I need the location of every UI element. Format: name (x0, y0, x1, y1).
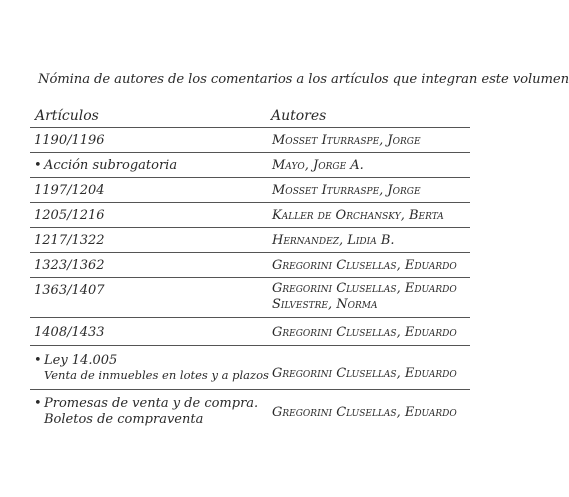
column-header-autores: Autores (271, 108, 327, 124)
table-row-author: Gregorini Clusellas, Eduardo (272, 258, 457, 273)
row-label: Promesas de venta y de compra. (44, 396, 259, 411)
divider (30, 317, 470, 318)
table-row-articles: 1205/1216 (34, 208, 105, 223)
table-row-author-2: Silvestre, Norma (272, 297, 378, 312)
row-label: Acción subrogatoria (44, 158, 178, 173)
table-row-author: Gregorini Clusellas, Eduardo (272, 281, 457, 296)
divider (30, 277, 470, 278)
table-row-author: Gregorini Clusellas, Eduardo (272, 366, 457, 381)
table-row-subtitle: Boletos de compraventa (44, 412, 204, 427)
divider (30, 152, 470, 153)
table-row-author: Hernandez, Lidia B. (272, 233, 395, 248)
divider (30, 202, 470, 203)
divider (30, 127, 470, 128)
caption: Nómina de autores de los comentarios a los artículos que integran este volumen (38, 72, 569, 87)
divider (30, 227, 470, 228)
divider (30, 177, 470, 178)
table-row-articles: 1197/1204 (34, 183, 105, 198)
table-row-articles (34, 396, 258, 411)
table-row-articles: 1408/1433 (34, 325, 105, 340)
table-row-articles: 1363/1407 (34, 283, 105, 298)
table-row-subtitle: Venta de inmuebles en lotes y a plazos (44, 368, 269, 382)
table-row-author: Kaller de Orchansky, Berta (272, 208, 444, 223)
table-row-articles: 1190/1196 (34, 133, 105, 148)
column-header-articulos: Artículos (35, 108, 99, 124)
table-row-author: Gregorini Clusellas, Eduardo (272, 325, 457, 340)
table-row-author: Mosset Iturraspe, Jorge (272, 183, 421, 198)
table-row-articles: 1217/1322 (34, 233, 105, 248)
divider (30, 252, 470, 253)
divider (30, 345, 470, 346)
table-row-author: Gregorini Clusellas, Eduardo (272, 405, 457, 420)
bullet: • (34, 396, 42, 411)
table-row-author: Mayo, Jorge A. (272, 158, 364, 173)
table-row-articles (34, 158, 177, 173)
divider (30, 389, 470, 390)
bullet: • (34, 353, 42, 368)
row-label: Ley 14.005 (44, 353, 118, 368)
table-row-articles: 1323/1362 (34, 258, 105, 273)
table-row-author: Mosset Iturraspe, Jorge (272, 133, 421, 148)
bullet: • (34, 158, 42, 173)
table-row-articles (34, 353, 117, 368)
